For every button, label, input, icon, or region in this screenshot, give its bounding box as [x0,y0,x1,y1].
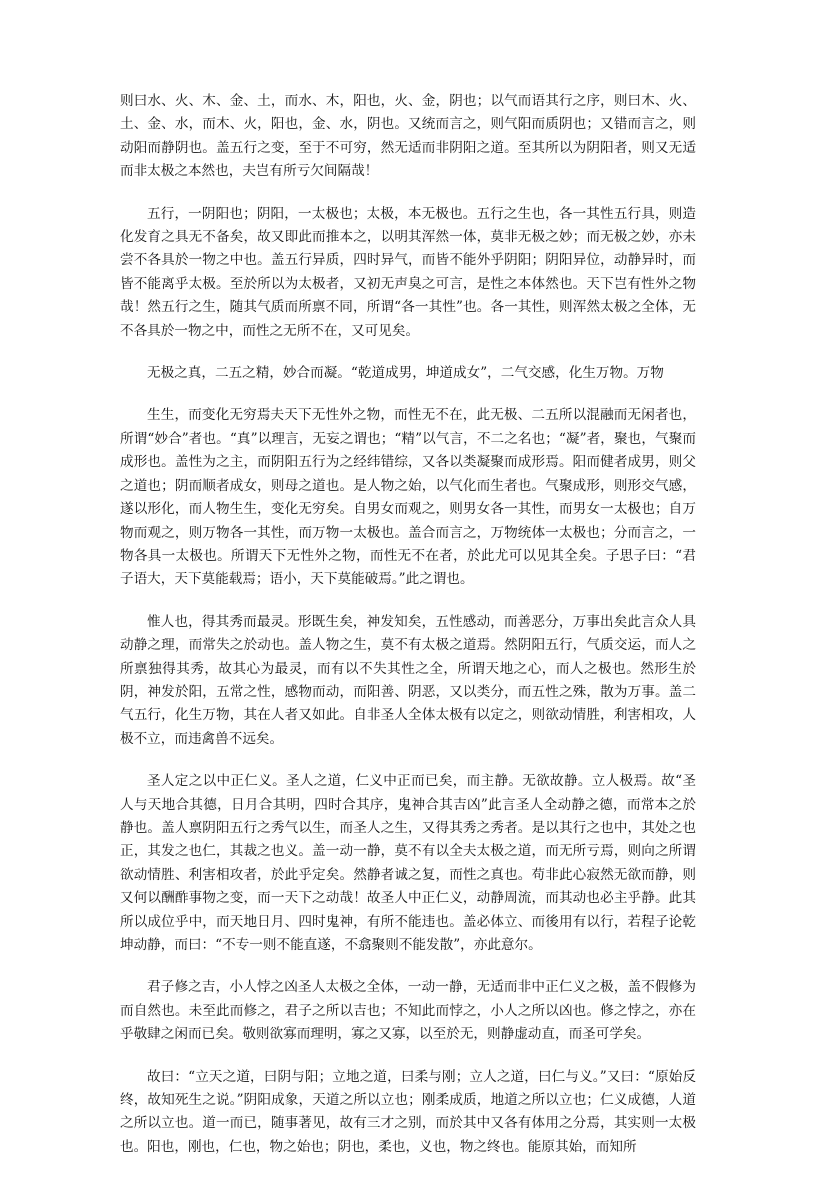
paragraph-4: 生生，而变化无穷焉夫天下无性外之物，而性无不在，此无极、二五所以混融而无闲者也，所谓“妙合”者也。“真”以理言，无妄之谓也；“精”以气言，不二之名也；“凝”者，聚也，气聚而成形也。盖性为之主，而阴阳五行为之经纬错综，又各以类凝聚而成形焉。阳而健者成男，则父之道也；阴而顺者成女，则母之道也。是人物之始，以气化而生者也。气聚成形，则形交气感，遂以形化，而人物生生，变化无穷矣。自男女而观之，则男女各一其性，而男女一太极也；自万物而观之，则万物各一其性，而万物一太极也。盖合而言之，万物统体一太极也；分而言之，一物各具一太极也。所谓天下无性外之物，而性无不在者，於此尤可以见其全矣。子思子曰：“君子语大，天下莫能载焉；语小，天下莫能破焉。”此之谓也。 [120,407,696,588]
document-page [120,90,696,1178]
paragraph-5: 惟人也，得其秀而最灵。形既生矣，神发知矣，五性感动，而善恶分，万事出矣此言众人具动静之理，而常失之於动也。盖人物之生，莫不有太极之道焉。然阴阳五行，气质交运，而人之所禀独得其秀，故其心为最灵，而有以不失其性之全，所谓天地之心，而人之极也。然形生於阴，神发於阳，五常之性，感物而动，而阳善、阴恶，又以类分，而五性之殊，散为万事。盖二气五行，化生万物，其在人者又如此。自非圣人全体太极有以定之，则欲动情胜，利害相攻，人极不立，而违禽兽不远矣。 [120,613,696,747]
paragraph-3: 无极之真，二五之精，妙合而凝。“乾道成男，坤道成女”，二气交感，化生万物。万物 [147,365,664,382]
paragraph-6: 圣人定之以中正仁义。圣人之道，仁义中正而已矣，而主静。无欲故静。立人极焉。故“圣人与天地合其德，日月合其明，四时合其序，鬼神合其吉凶”此言圣人全动静之德，而常本之於静也。盖人禀阴阳五行之秀气以生，而圣人之生，又得其秀之秀者。是以其行之也中，其处之也正，其发之也仁，其裁之也义。盖一动一静，莫不有以全夫太极之道，而无所亏焉，则向之所谓欲动情胜、利害相攻者，於此乎定矣。然静者诚之复，而性之真也。苟非此心寂然无欲而静，则又何以酬酢事物之变，而一天下之动哉！故圣人中正仁义，动静周流，而其动也必主乎静。此其所以成位乎中，而天地日月、四时鬼神，有所不能违也。盖必体立、而後用有以行，若程子论乾坤动静，而曰：“不专一则不能直遂，不翕聚则不能发散”，亦此意尔。 [120,773,696,953]
paragraph-7: 君子修之吉，小人悖之凶圣人太极之全体，一动一静，无适而非中正仁义之极，盖不假修为而自然也。未至此而修之，君子之所以吉也；不知此而悖之，小人之所以凶也。修之悖之，亦在乎敬肆之闲而已矣。敬则欲寡而理明，寡之又寡，以至於无，则静虚动直，而圣可学矣。 [120,979,696,1043]
paragraph-1: 则曰水、火、木、金、土，而水、木，阳也，火、金，阴也；以气而语其行之序，则曰木、火、土、金、水，而木、火，阳也，金、水，阴也。又统而言之，则气阳而质阴也；又错而言之，则动阳而静阴也。盖五行之变，至于不可穷，然无适而非阴阳之道。至其所以为阴阳者，则又无适而非太极之本然也，夫岂有所亏欠间隔哉！ [120,93,696,180]
paragraph-2: 五行，一阴阳也；阴阳，一太极也；太极，本无极也。五行之生也，各一其性五行具，则造化发育之具无不备矣，故又即此而推本之，以明其浑然一体，莫非无极之妙；而无极之妙，亦未尝不各具於一物之中也。盖五行异质，四时异气，而皆不能外乎阴阳；阴阳异位，动静异时，而皆不能离乎太极。至於所以为太极者，又初无声臭之可言，是性之本体然也。天下岂有性外之物哉！然五行之生，随其气质而所禀不同，所谓“各一其性”也。各一其性，则浑然太极之全体，无不各具於一物之中，而性之无所不在，又可见矣。 [120,205,696,339]
paragraph-8: 故曰：“立天之道，曰阴与阳；立地之道，曰柔与刚；立人之道，曰仁与义。”又曰：“原始反终，故知死生之说。”阴阳成象，天道之所以立也；刚柔成质，地道之所以立也；仁义成德，人道之所以立也。道一而已，随事著见，故有三才之别，而於其中又各有体用之分焉，其实则一太极也。阳也，刚也，仁也，物之始也；阴也，柔也，义也，物之终也。能原其始，而知所 [120,1068,696,1155]
